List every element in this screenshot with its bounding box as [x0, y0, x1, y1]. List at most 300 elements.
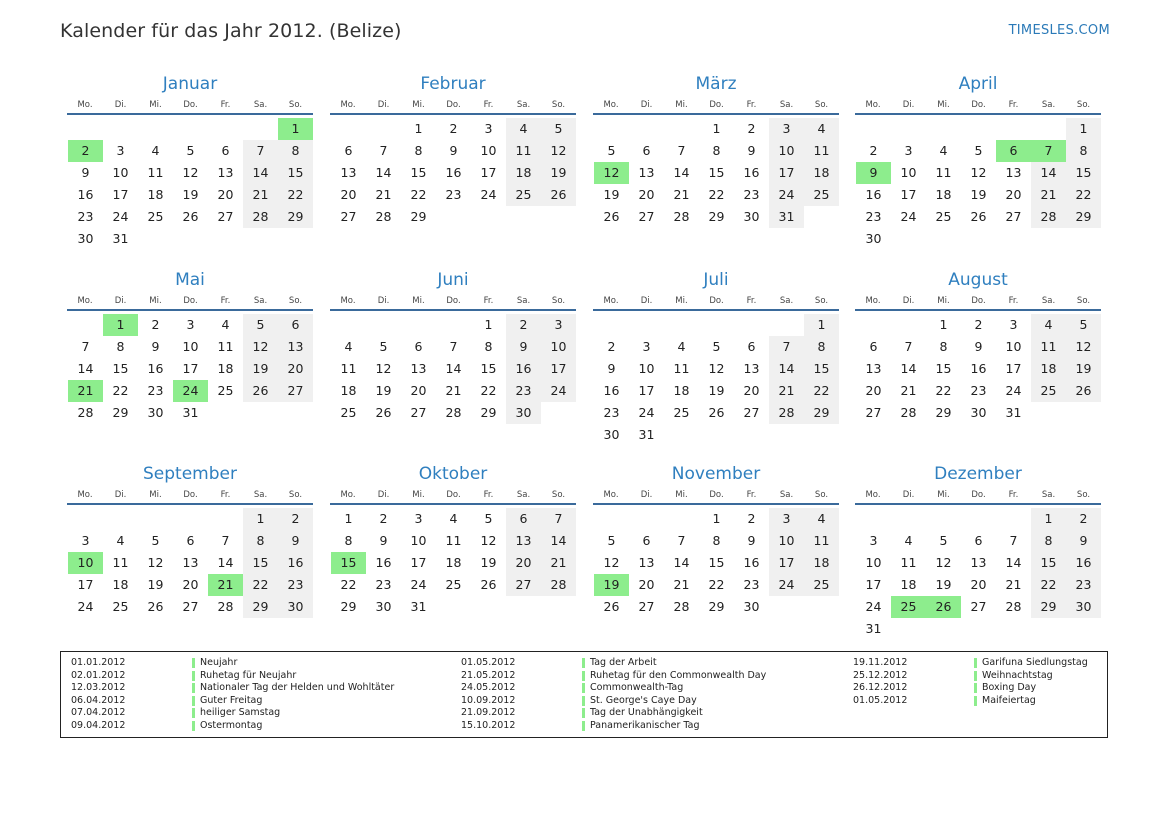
holiday-day-cell[interactable]: 24	[173, 380, 208, 402]
day-cell[interactable]: 22	[708, 577, 725, 592]
day-cell[interactable]: 22	[340, 577, 357, 592]
day-cell[interactable]: 5	[974, 143, 983, 158]
day-cell[interactable]: 28	[243, 206, 278, 228]
day-cell[interactable]: 29	[480, 405, 497, 420]
day-cell[interactable]: 10	[769, 530, 804, 552]
day-cell[interactable]: 18	[217, 361, 234, 376]
day-cell[interactable]: 29	[243, 596, 278, 618]
day-cell[interactable]: 26	[182, 209, 199, 224]
day-cell[interactable]: 5	[607, 533, 616, 548]
day-cell[interactable]: 23	[743, 187, 760, 202]
day-cell[interactable]: 27	[638, 599, 655, 614]
day-cell[interactable]: 11	[506, 140, 541, 162]
day-cell[interactable]: 13	[743, 361, 760, 376]
day-cell[interactable]: 25	[147, 209, 164, 224]
day-cell[interactable]: 10	[480, 143, 497, 158]
day-cell[interactable]: 8	[243, 530, 278, 552]
day-cell[interactable]: 1	[804, 314, 839, 336]
day-cell[interactable]: 24	[865, 599, 882, 614]
day-cell[interactable]: 17	[541, 358, 576, 380]
day-cell[interactable]: 1	[939, 317, 948, 332]
day-cell[interactable]: 23	[77, 209, 94, 224]
day-cell[interactable]: 16	[743, 165, 760, 180]
holiday-day-cell[interactable]: 19	[594, 574, 629, 596]
day-cell[interactable]: 20	[743, 383, 760, 398]
day-cell[interactable]: 10	[541, 336, 576, 358]
day-cell[interactable]: 1	[243, 508, 278, 530]
day-cell[interactable]: 4	[449, 511, 458, 526]
day-cell[interactable]: 2	[747, 511, 756, 526]
day-cell[interactable]: 14	[375, 165, 392, 180]
day-cell[interactable]: 3	[186, 317, 195, 332]
day-cell[interactable]: 3	[81, 533, 90, 548]
day-cell[interactable]: 13	[182, 555, 199, 570]
day-cell[interactable]: 7	[677, 143, 686, 158]
day-cell[interactable]: 15	[243, 552, 278, 574]
day-cell[interactable]: 27	[217, 209, 234, 224]
day-cell[interactable]: 7	[677, 533, 686, 548]
day-cell[interactable]: 27	[1005, 209, 1022, 224]
day-cell[interactable]: 28	[1005, 599, 1022, 614]
day-cell[interactable]: 28	[900, 405, 917, 420]
day-cell[interactable]: 6	[642, 533, 651, 548]
day-cell[interactable]: 9	[747, 143, 756, 158]
day-cell[interactable]: 12	[603, 555, 620, 570]
day-cell[interactable]: 24	[77, 599, 94, 614]
day-cell[interactable]: 13	[970, 555, 987, 570]
day-cell[interactable]: 7	[81, 339, 90, 354]
day-cell[interactable]: 16	[445, 165, 462, 180]
day-cell[interactable]: 24	[541, 380, 576, 402]
day-cell[interactable]: 19	[1066, 358, 1101, 380]
day-cell[interactable]: 12	[375, 361, 392, 376]
day-cell[interactable]: 30	[603, 427, 620, 442]
day-cell[interactable]: 16	[278, 552, 313, 574]
day-cell[interactable]: 8	[344, 533, 353, 548]
day-cell[interactable]: 30	[375, 599, 392, 614]
day-cell[interactable]: 30	[147, 405, 164, 420]
day-cell[interactable]: 13	[217, 165, 234, 180]
day-cell[interactable]: 10	[769, 140, 804, 162]
day-cell[interactable]: 20	[217, 187, 234, 202]
day-cell[interactable]: 20	[865, 383, 882, 398]
day-cell[interactable]: 23	[147, 383, 164, 398]
day-cell[interactable]: 16	[1066, 552, 1101, 574]
day-cell[interactable]: 5	[151, 533, 160, 548]
day-cell[interactable]: 8	[116, 339, 125, 354]
day-cell[interactable]: 17	[410, 555, 427, 570]
day-cell[interactable]: 16	[375, 555, 392, 570]
day-cell[interactable]: 8	[712, 143, 721, 158]
day-cell[interactable]: 25	[217, 383, 234, 398]
day-cell[interactable]: 4	[151, 143, 160, 158]
day-cell[interactable]: 27	[865, 405, 882, 420]
day-cell[interactable]: 17	[900, 187, 917, 202]
day-cell[interactable]: 15	[804, 358, 839, 380]
day-cell[interactable]: 3	[769, 508, 804, 530]
day-cell[interactable]: 16	[506, 358, 541, 380]
day-cell[interactable]: 15	[1066, 162, 1101, 184]
day-cell[interactable]: 11	[147, 165, 164, 180]
day-cell[interactable]: 29	[804, 402, 839, 424]
day-cell[interactable]: 16	[970, 361, 987, 376]
day-cell[interactable]: 6	[747, 339, 756, 354]
day-cell[interactable]: 28	[375, 209, 392, 224]
day-cell[interactable]: 20	[638, 187, 655, 202]
day-cell[interactable]: 12	[182, 165, 199, 180]
day-cell[interactable]: 28	[217, 599, 234, 614]
day-cell[interactable]: 17	[480, 165, 497, 180]
day-cell[interactable]: 8	[1066, 140, 1101, 162]
day-cell[interactable]: 18	[506, 162, 541, 184]
day-cell[interactable]: 22	[243, 574, 278, 596]
day-cell[interactable]: 12	[970, 165, 987, 180]
day-cell[interactable]: 13	[1005, 165, 1022, 180]
day-cell[interactable]: 17	[769, 552, 804, 574]
day-cell[interactable]: 26	[708, 405, 725, 420]
day-cell[interactable]: 29	[708, 599, 725, 614]
day-cell[interactable]: 30	[743, 599, 760, 614]
day-cell[interactable]: 19	[603, 187, 620, 202]
day-cell[interactable]: 17	[182, 361, 199, 376]
day-cell[interactable]: 14	[900, 361, 917, 376]
day-cell[interactable]: 5	[243, 314, 278, 336]
day-cell[interactable]: 10	[112, 165, 129, 180]
day-cell[interactable]: 3	[541, 314, 576, 336]
day-cell[interactable]: 12	[243, 336, 278, 358]
day-cell[interactable]: 3	[769, 118, 804, 140]
day-cell[interactable]: 20	[1005, 187, 1022, 202]
day-cell[interactable]: 27	[638, 209, 655, 224]
holiday-day-cell[interactable]: 2	[68, 140, 103, 162]
day-cell[interactable]: 30	[1066, 596, 1101, 618]
day-cell[interactable]: 17	[112, 187, 129, 202]
day-cell[interactable]: 23	[278, 574, 313, 596]
day-cell[interactable]: 26	[541, 184, 576, 206]
day-cell[interactable]: 8	[804, 336, 839, 358]
day-cell[interactable]: 11	[804, 140, 839, 162]
day-cell[interactable]: 5	[541, 118, 576, 140]
day-cell[interactable]: 10	[900, 165, 917, 180]
day-cell[interactable]: 29	[708, 209, 725, 224]
day-cell[interactable]: 11	[804, 530, 839, 552]
day-cell[interactable]: 24	[112, 209, 129, 224]
day-cell[interactable]: 20	[182, 577, 199, 592]
day-cell[interactable]: 6	[506, 508, 541, 530]
day-cell[interactable]: 9	[278, 530, 313, 552]
day-cell[interactable]: 21	[445, 383, 462, 398]
day-cell[interactable]: 5	[379, 339, 388, 354]
day-cell[interactable]: 11	[935, 165, 952, 180]
day-cell[interactable]: 26	[147, 599, 164, 614]
day-cell[interactable]: 25	[1031, 380, 1066, 402]
day-cell[interactable]: 4	[344, 339, 353, 354]
day-cell[interactable]: 13	[410, 361, 427, 376]
day-cell[interactable]: 26	[603, 209, 620, 224]
day-cell[interactable]: 24	[410, 577, 427, 592]
day-cell[interactable]: 26	[243, 380, 278, 402]
day-cell[interactable]: 23	[970, 383, 987, 398]
day-cell[interactable]: 20	[340, 187, 357, 202]
day-cell[interactable]: 23	[1066, 574, 1101, 596]
day-cell[interactable]: 23	[375, 577, 392, 592]
day-cell[interactable]: 2	[449, 121, 458, 136]
day-cell[interactable]: 30	[278, 596, 313, 618]
day-cell[interactable]: 4	[804, 508, 839, 530]
day-cell[interactable]: 2	[1066, 508, 1101, 530]
day-cell[interactable]: 18	[804, 162, 839, 184]
day-cell[interactable]: 22	[804, 380, 839, 402]
day-cell[interactable]: 6	[221, 143, 230, 158]
day-cell[interactable]: 4	[904, 533, 913, 548]
day-cell[interactable]: 29	[340, 599, 357, 614]
day-cell[interactable]: 2	[747, 121, 756, 136]
day-cell[interactable]: 24	[480, 187, 497, 202]
day-cell[interactable]: 2	[869, 143, 878, 158]
day-cell[interactable]: 16	[865, 187, 882, 202]
day-cell[interactable]: 26	[1066, 380, 1101, 402]
day-cell[interactable]: 22	[708, 187, 725, 202]
day-cell[interactable]: 10	[638, 361, 655, 376]
holiday-day-cell[interactable]: 10	[68, 552, 103, 574]
day-cell[interactable]: 30	[506, 402, 541, 424]
holiday-day-cell[interactable]: 26	[926, 596, 961, 618]
day-cell[interactable]: 10	[410, 533, 427, 548]
day-cell[interactable]: 26	[480, 577, 497, 592]
day-cell[interactable]: 8	[939, 339, 948, 354]
day-cell[interactable]: 24	[1005, 383, 1022, 398]
day-cell[interactable]: 12	[541, 140, 576, 162]
day-cell[interactable]: 6	[278, 314, 313, 336]
day-cell[interactable]: 26	[603, 599, 620, 614]
day-cell[interactable]: 14	[673, 555, 690, 570]
holiday-day-cell[interactable]: 7	[1031, 140, 1066, 162]
day-cell[interactable]: 15	[278, 162, 313, 184]
day-cell[interactable]: 21	[1031, 184, 1066, 206]
day-cell[interactable]: 31	[865, 621, 882, 636]
day-cell[interactable]: 27	[743, 405, 760, 420]
day-cell[interactable]: 8	[414, 143, 423, 158]
day-cell[interactable]: 17	[638, 383, 655, 398]
day-cell[interactable]: 6	[414, 339, 423, 354]
day-cell[interactable]: 21	[243, 184, 278, 206]
day-cell[interactable]: 1	[712, 121, 721, 136]
day-cell[interactable]: 7	[904, 339, 913, 354]
day-cell[interactable]: 18	[340, 383, 357, 398]
day-cell[interactable]: 28	[1031, 206, 1066, 228]
day-cell[interactable]: 14	[673, 165, 690, 180]
day-cell[interactable]: 5	[1066, 314, 1101, 336]
day-cell[interactable]: 29	[935, 405, 952, 420]
day-cell[interactable]: 24	[638, 405, 655, 420]
day-cell[interactable]: 9	[151, 339, 160, 354]
day-cell[interactable]: 9	[81, 165, 90, 180]
day-cell[interactable]: 18	[935, 187, 952, 202]
day-cell[interactable]: 12	[935, 555, 952, 570]
day-cell[interactable]: 11	[340, 361, 357, 376]
day-cell[interactable]: 23	[743, 577, 760, 592]
day-cell[interactable]: 29	[1031, 596, 1066, 618]
day-cell[interactable]: 3	[904, 143, 913, 158]
day-cell[interactable]: 15	[935, 361, 952, 376]
day-cell[interactable]: 2	[379, 511, 388, 526]
day-cell[interactable]: 22	[1066, 184, 1101, 206]
day-cell[interactable]: 10	[1005, 339, 1022, 354]
day-cell[interactable]: 14	[1031, 162, 1066, 184]
day-cell[interactable]: 14	[541, 530, 576, 552]
day-cell[interactable]: 18	[673, 383, 690, 398]
day-cell[interactable]: 7	[1009, 533, 1018, 548]
day-cell[interactable]: 13	[865, 361, 882, 376]
day-cell[interactable]: 11	[673, 361, 690, 376]
day-cell[interactable]: 12	[147, 555, 164, 570]
day-cell[interactable]: 21	[375, 187, 392, 202]
day-cell[interactable]: 19	[708, 383, 725, 398]
day-cell[interactable]: 15	[112, 361, 129, 376]
day-cell[interactable]: 4	[804, 118, 839, 140]
day-cell[interactable]: 19	[935, 577, 952, 592]
day-cell[interactable]: 22	[112, 383, 129, 398]
day-cell[interactable]: 23	[445, 187, 462, 202]
day-cell[interactable]: 10	[182, 339, 199, 354]
day-cell[interactable]: 3	[1009, 317, 1018, 332]
day-cell[interactable]: 6	[642, 143, 651, 158]
day-cell[interactable]: 20	[410, 383, 427, 398]
day-cell[interactable]: 7	[221, 533, 230, 548]
day-cell[interactable]: 25	[673, 405, 690, 420]
day-cell[interactable]: 31	[410, 599, 427, 614]
day-cell[interactable]: 15	[480, 361, 497, 376]
day-cell[interactable]: 25	[506, 184, 541, 206]
holiday-day-cell[interactable]: 21	[68, 380, 103, 402]
day-cell[interactable]: 31	[182, 405, 199, 420]
day-cell[interactable]: 22	[480, 383, 497, 398]
day-cell[interactable]: 19	[243, 358, 278, 380]
day-cell[interactable]: 4	[506, 118, 541, 140]
holiday-day-cell[interactable]: 6	[996, 140, 1031, 162]
day-cell[interactable]: 21	[900, 383, 917, 398]
day-cell[interactable]: 11	[1031, 336, 1066, 358]
day-cell[interactable]: 30	[743, 209, 760, 224]
day-cell[interactable]: 30	[865, 231, 882, 246]
day-cell[interactable]: 30	[970, 405, 987, 420]
day-cell[interactable]: 1	[1066, 118, 1101, 140]
holiday-day-cell[interactable]: 15	[331, 552, 366, 574]
day-cell[interactable]: 20	[638, 577, 655, 592]
day-cell[interactable]: 20	[506, 552, 541, 574]
day-cell[interactable]: 15	[410, 165, 427, 180]
day-cell[interactable]: 29	[410, 209, 427, 224]
day-cell[interactable]: 16	[77, 187, 94, 202]
day-cell[interactable]: 4	[1031, 314, 1066, 336]
day-cell[interactable]: 28	[445, 405, 462, 420]
day-cell[interactable]: 3	[869, 533, 878, 548]
day-cell[interactable]: 19	[375, 383, 392, 398]
day-cell[interactable]: 7	[449, 339, 458, 354]
day-cell[interactable]: 13	[638, 165, 655, 180]
day-cell[interactable]: 28	[77, 405, 94, 420]
day-cell[interactable]: 1	[484, 317, 493, 332]
day-cell[interactable]: 22	[278, 184, 313, 206]
day-cell[interactable]: 6	[186, 533, 195, 548]
day-cell[interactable]: 17	[865, 577, 882, 592]
day-cell[interactable]: 14	[217, 555, 234, 570]
day-cell[interactable]: 16	[147, 361, 164, 376]
day-cell[interactable]: 19	[541, 162, 576, 184]
day-cell[interactable]: 2	[974, 317, 983, 332]
day-cell[interactable]: 15	[1031, 552, 1066, 574]
holiday-day-cell[interactable]: 9	[856, 162, 891, 184]
day-cell[interactable]: 25	[804, 184, 839, 206]
day-cell[interactable]: 31	[638, 427, 655, 442]
day-cell[interactable]: 21	[673, 577, 690, 592]
day-cell[interactable]: 7	[379, 143, 388, 158]
day-cell[interactable]: 14	[243, 162, 278, 184]
day-cell[interactable]: 24	[900, 209, 917, 224]
day-cell[interactable]: 17	[1005, 361, 1022, 376]
day-cell[interactable]: 28	[769, 402, 804, 424]
site-link[interactable]: TIMESLES.COM	[1008, 23, 1110, 38]
day-cell[interactable]: 27	[182, 599, 199, 614]
day-cell[interactable]: 22	[935, 383, 952, 398]
day-cell[interactable]: 14	[445, 361, 462, 376]
day-cell[interactable]: 27	[506, 574, 541, 596]
day-cell[interactable]: 9	[379, 533, 388, 548]
day-cell[interactable]: 25	[340, 405, 357, 420]
day-cell[interactable]: 4	[677, 339, 686, 354]
day-cell[interactable]: 4	[221, 317, 230, 332]
day-cell[interactable]: 24	[769, 574, 804, 596]
day-cell[interactable]: 23	[865, 209, 882, 224]
day-cell[interactable]: 22	[1031, 574, 1066, 596]
day-cell[interactable]: 7	[769, 336, 804, 358]
day-cell[interactable]: 1	[1031, 508, 1066, 530]
day-cell[interactable]: 12	[480, 533, 497, 548]
day-cell[interactable]: 9	[1066, 530, 1101, 552]
day-cell[interactable]: 8	[278, 140, 313, 162]
day-cell[interactable]: 1	[414, 121, 423, 136]
day-cell[interactable]: 11	[217, 339, 234, 354]
day-cell[interactable]: 22	[410, 187, 427, 202]
day-cell[interactable]: 28	[541, 574, 576, 596]
day-cell[interactable]: 23	[506, 380, 541, 402]
day-cell[interactable]: 1	[344, 511, 353, 526]
day-cell[interactable]: 28	[673, 209, 690, 224]
day-cell[interactable]: 15	[708, 165, 725, 180]
day-cell[interactable]: 25	[112, 599, 129, 614]
day-cell[interactable]: 16	[603, 383, 620, 398]
day-cell[interactable]: 15	[708, 555, 725, 570]
day-cell[interactable]: 18	[900, 577, 917, 592]
day-cell[interactable]: 14	[769, 358, 804, 380]
day-cell[interactable]: 9	[607, 361, 616, 376]
day-cell[interactable]: 13	[340, 165, 357, 180]
day-cell[interactable]: 6	[869, 339, 878, 354]
day-cell[interactable]: 29	[112, 405, 129, 420]
day-cell[interactable]: 5	[186, 143, 195, 158]
day-cell[interactable]: 25	[804, 574, 839, 596]
day-cell[interactable]: 6	[344, 143, 353, 158]
day-cell[interactable]: 11	[900, 555, 917, 570]
day-cell[interactable]: 14	[1005, 555, 1022, 570]
day-cell[interactable]: 23	[603, 405, 620, 420]
day-cell[interactable]: 4	[116, 533, 125, 548]
day-cell[interactable]: 3	[414, 511, 423, 526]
holiday-day-cell[interactable]: 25	[891, 596, 926, 618]
day-cell[interactable]: 3	[484, 121, 493, 136]
day-cell[interactable]: 2	[278, 508, 313, 530]
day-cell[interactable]: 18	[804, 552, 839, 574]
